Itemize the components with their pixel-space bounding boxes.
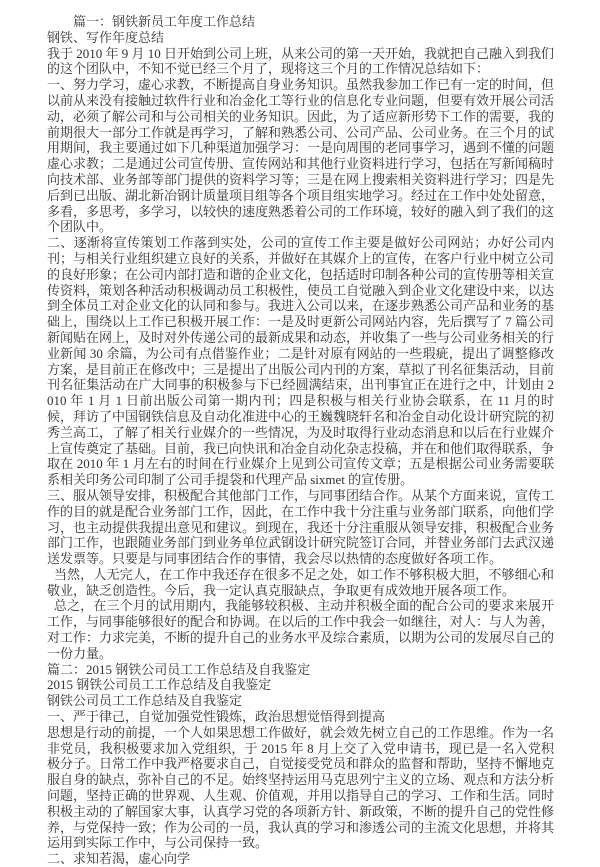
part2-section1-heading: 一、严于律己，自觉加强党性锻炼，政治思想觉悟得到提高: [47, 709, 386, 725]
conclusion-paragraph: 总之，在三个月的试用期内，我能够较积极、主动并积极全面的配合公司的要求来展开工作，与同事能够很好的配合和协调。在以后的工作中我会一如继往，对人：与人为善，对工作：力求完美，不断的提升自己的业务水平及综合素质，以期为公司的发展尽自己的一份力量。: [47, 598, 555, 661]
section2-paragraph: 二、逐渐将宣传策划工作落到实处，公司的宣传工作主要是做好公司网站；办好公司内刊；与相关行业组织建立良好的关系，并做好在其媒介上的宣传，在客户行业中树立公司的良好形象；在公司内部打造和谐的企业文化，包括适时印制各种公司的宣传册等相关宣传资料，策划各种活动积极调动员工积极性，使员工自觉融入到企业文化建设中来，以达到全体员工对企业文化的认同和参与。我进入公司以来，在逐步熟悉公司产品和业务的基础上，围绕以上工作已积极开展工作：一是及时更新公司网站内容，先后撰写了 7 篇公司新闻贴在网上，及时对外传递公司的最新成果和动态，并收集了一些与公司业务相关的行业新闻 30 余篇，为公司有点借鉴作业；二是针对原有网站的一些瑕疵，提出了调整修改方案，是目前正在修改中；三是提出了出版公司内刊的方案，草拟了刊名征集活动，目前刊名征集活动在广大同事的积极参与下已经圆满结束，出刊事宜正在进行之中，计划由 2010 年 1 月 1 日前出版公司第一期内刊；四是积极与相关行业协会联系，在 11 月的时候，拜访了中国钢铁信息及自动化准进中心的王巍魏晓轩名和冶金自动化设计研究院的初秀兰高工，了解了相关行业媒介的一些情况，为及时取得行业动态消息和以后在行业媒介上宣传奠定了基础。目前，我已向快讯和冶金自动化杂志投稿，并在和他们取得联系，争取在 2010 年 1 月左右的时间在行业媒介上见到公司宣传文章；五是根据公司业务需要联系相关印务公司印制了公司手提袋和代理产品 sixmet 的宣传册。: [47, 235, 555, 488]
part2-section1-paragraph: 思想是行动的前提，一个人如果思想工作做好，就会效先树立自己的工作思维。作为一名非党员，我积极要求加入党组织，于 2015 年 8 月上交了入党申请书，现已是一名入党积极分子。日常工作中我严格要求自己，自觉接受党员和群众的监督和帮助，坚持不懈地克服自身的缺点，弥补自己的不足。始终坚持运用马克思列宁主义的立场、观点和方法分析问题，坚持正确的世界观、人生观、价值观，并用以指导自己的学习、工作和生活。同时积极主动的了解国家大事，认真学习党的各项新方针、新政策，不断的提升自己的党性修养，与党保持一致；作为公司的一员，我认真的学习和渗透公司的主流文化思想，并将其运用到实际工作中，与公司保持一致。: [47, 724, 555, 851]
part2-section2-heading: 二、求知若渴，虚心向学: [47, 851, 191, 867]
part2-heading: 2015 钢铁公司员工工作总结及自我鉴定: [47, 677, 272, 693]
shortcomings-paragraph: 当然，人无完人，在工作中我还存在很多不足之处，如工作不够积极大胆，不够细心和敬业，缺乏创造性。今后，我一定认真克服缺点，争取更有成效地开展各项工作。: [47, 566, 554, 598]
part1-title: 篇一：钢铁新员工年度工作总结: [47, 14, 256, 29]
section3-paragraph: 三、服从领导安排，积极配合其他部门工作，与同事团结合作。从某个方面来说，宣传工作的目的就是配合业务部门工作，因此，在工作中我十分注重与业务部门联系，向他们学习，也主动提供我提出意见和建议。到现在，我还十分注重服从领导安排，积极配合业务部门工作，也跟随业务部门到业务单位武钢设计研究院签订合同，并替业务部门去武汉递送发票等。只要是与同事团结合作的事情，我会尽以热情的态度做好各项工作。: [47, 487, 555, 567]
part2-subheading: 钢铁公司员工工作总结及自我鉴定: [47, 693, 243, 709]
subtitle: 钢铁、写作年度总结: [47, 29, 165, 45]
section1-paragraph: 一、努力学习，虚心求教，不断提高自身业务知识。虽然我参加工作已有一定的时间，但以前从来没有接触过软件行业和冶金化工等行业的信息化专业问题，但要有效开展公司活动，必须了解公司和与公司相关的业务知识。因此，为了适应新形势下工作的需要，我的前期很大一部分工作就是再学习，了解和熟悉公司、公司产品、公司业务。在三个月的试用期间，我主要通过如下几种渠道加强学习：一是向周围的老同事学习，遇到不懂的问题虚心求教；二是通过公司宣传册、宣传网站和其他行业资料进行学习，包括在写新闻稿时向技术部、业务部等部门提供的资料学习等；三是在网上搜索相关资料进行学习；四是先后到已出版、湖北新冶钢计质量项目组等各个项目组实地学习。经过在工作中处处留意，多看，多思考，多学习，以较快的速度熟悉着公司的工作环境，较好的融入到了我们的这个团队中。: [47, 77, 555, 235]
intro-paragraph: 我于 2010 年 9 月 10 日开始到公司上班，从来公司的第一天开始，我就把自己融入到我们的这个团队中，不知不觉已经三个月了，现将这三个月的工作情况总结如下：: [47, 45, 555, 77]
part2-title: 篇二：2015 钢铁公司员工工作总结及自我鉴定: [47, 661, 311, 677]
